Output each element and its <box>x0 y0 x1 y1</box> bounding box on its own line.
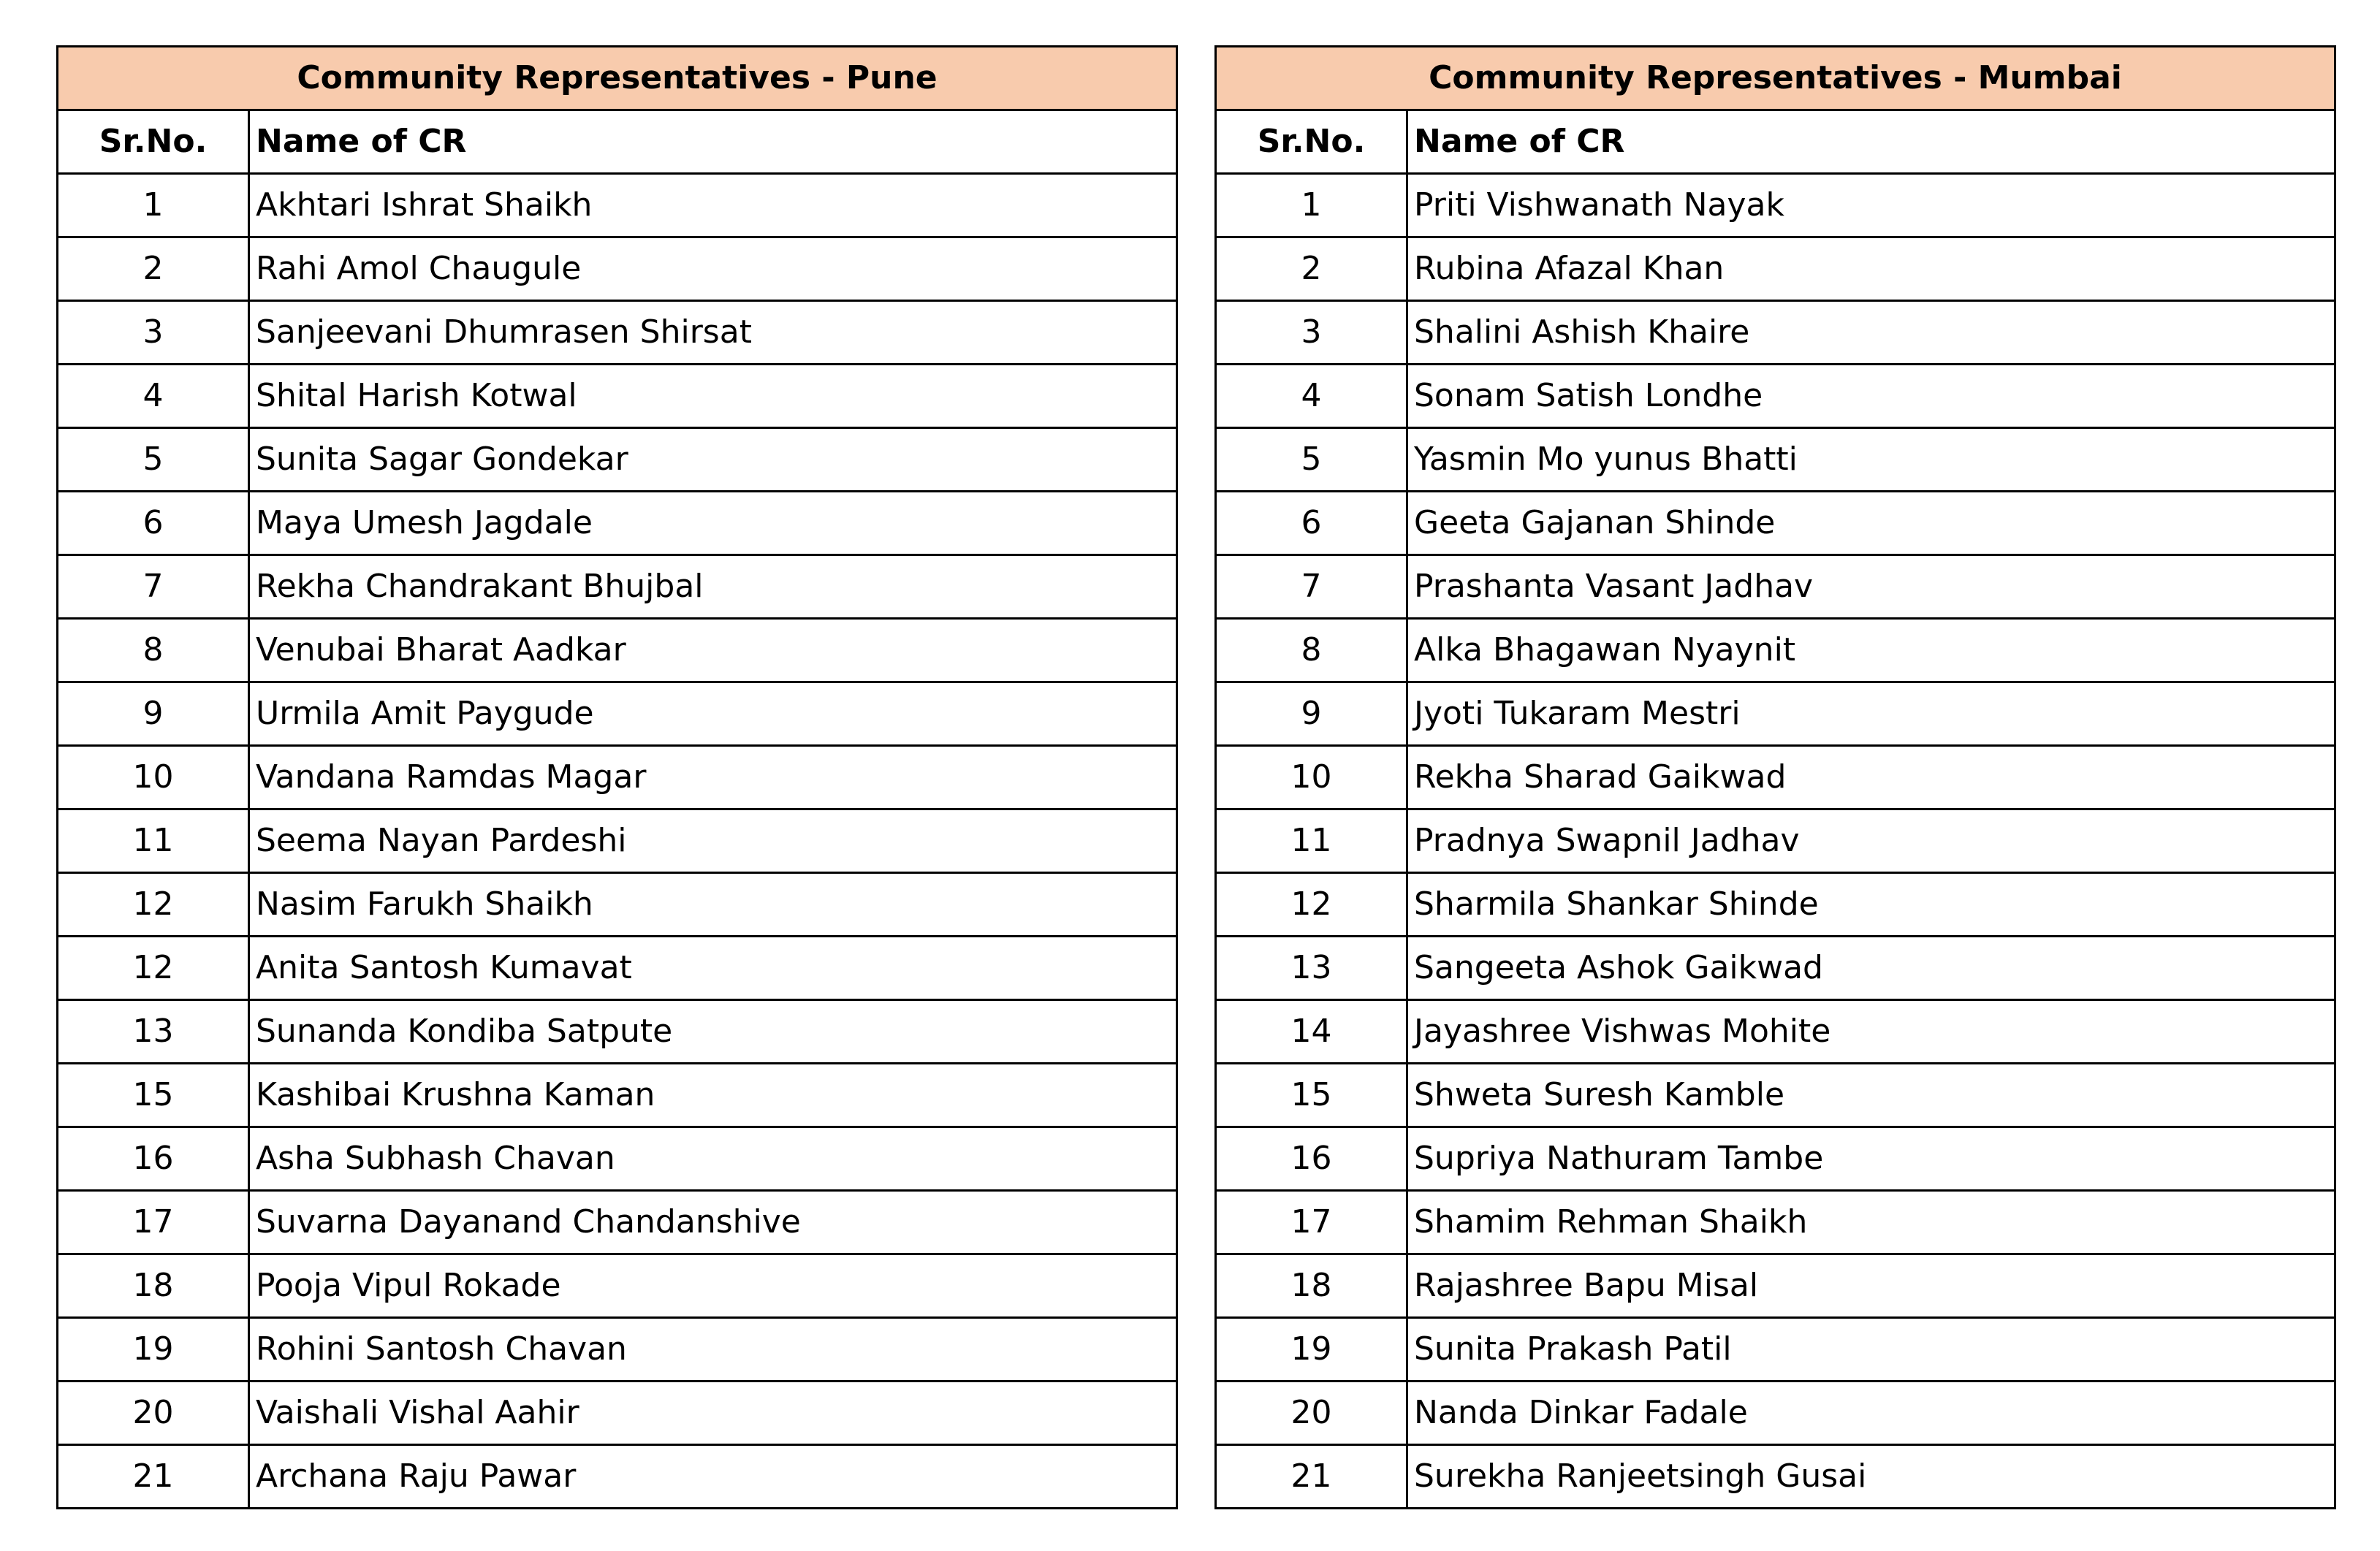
table-row <box>58 1127 1177 1191</box>
cr-name-cell: Sharmila Shankar Shinde <box>1407 873 2335 937</box>
sr-no-cell: 18 <box>1216 1254 1407 1318</box>
cr-name-cell: Shalini Ashish Khaire <box>1407 301 2335 365</box>
cr-name-cell: Rahi Amol Chaugule <box>249 237 1177 301</box>
sr-no-cell: 4 <box>1216 365 1407 428</box>
cr-name-cell: Vandana Ramdas Magar <box>249 746 1177 809</box>
pune-cr-table <box>56 45 1178 1509</box>
table-row <box>1216 555 2335 619</box>
table-row <box>58 237 1177 301</box>
cr-name-cell: Seema Nayan Pardeshi <box>249 809 1177 873</box>
sr-no-cell: 16 <box>58 1127 249 1191</box>
sr-no-cell: 16 <box>1216 1127 1407 1191</box>
table-row <box>58 555 1177 619</box>
table-row <box>58 619 1177 682</box>
sr-no-cell: 19 <box>58 1318 249 1382</box>
table-row <box>58 809 1177 873</box>
pune-table-title: Community Representatives - Pune <box>58 47 1177 110</box>
cr-name-cell: Rohini Santosh Chavan <box>249 1318 1177 1382</box>
table-row <box>58 1445 1177 1509</box>
cr-name-cell: Supriya Nathuram Tambe <box>1407 1127 2335 1191</box>
table-row <box>1216 237 2335 301</box>
sr-no-cell: 3 <box>1216 301 1407 365</box>
sr-no-cell: 10 <box>1216 746 1407 809</box>
table-row <box>58 365 1177 428</box>
sr-no-cell: 21 <box>1216 1445 1407 1509</box>
cr-name-cell: Rubina Afazal Khan <box>1407 237 2335 301</box>
cr-name-cell: Surekha Ranjeetsingh Gusai <box>1407 1445 2335 1509</box>
table-row <box>1216 1191 2335 1254</box>
sr-no-cell: 8 <box>1216 619 1407 682</box>
table-row <box>1216 937 2335 1000</box>
cr-name-cell: Urmila Amit Paygude <box>249 682 1177 746</box>
cr-name-cell: Sonam Satish Londhe <box>1407 365 2335 428</box>
sr-no-cell: 17 <box>58 1191 249 1254</box>
table-row <box>1216 301 2335 365</box>
sr-no-cell: 7 <box>1216 555 1407 619</box>
mumbai-title-row <box>1216 47 2335 110</box>
sr-no-cell: 1 <box>1216 174 1407 237</box>
table-row <box>1216 619 2335 682</box>
sr-no-cell: 12 <box>58 937 249 1000</box>
cr-name-cell: Sunanda Kondiba Satpute <box>249 1000 1177 1064</box>
cr-name-cell: Shamim Rehman Shaikh <box>1407 1191 2335 1254</box>
pune-header-row <box>58 110 1177 174</box>
sr-no-cell: 9 <box>58 682 249 746</box>
sr-no-cell: 4 <box>58 365 249 428</box>
mumbai-table-title: Community Representatives - Mumbai <box>1216 47 2335 110</box>
table-row <box>58 1318 1177 1382</box>
table-row <box>1216 428 2335 492</box>
sr-no-cell: 20 <box>58 1382 249 1445</box>
sr-no-cell: 18 <box>58 1254 249 1318</box>
cr-name-cell: Rajashree Bapu Misal <box>1407 1254 2335 1318</box>
table-row <box>1216 1064 2335 1127</box>
sr-no-cell: 13 <box>58 1000 249 1064</box>
cr-name-cell: Yasmin Mo yunus Bhatti <box>1407 428 2335 492</box>
sr-no-cell: 2 <box>58 237 249 301</box>
cr-name-cell: Priti Vishwanath Nayak <box>1407 174 2335 237</box>
table-row <box>1216 746 2335 809</box>
table-row <box>58 1064 1177 1127</box>
cr-name-cell: Geeta Gajanan Shinde <box>1407 492 2335 555</box>
cr-name-cell: Archana Raju Pawar <box>249 1445 1177 1509</box>
cr-name-cell: Shweta Suresh Kamble <box>1407 1064 2335 1127</box>
pune-srno-header: Sr.No. <box>58 110 249 174</box>
sr-no-cell: 11 <box>58 809 249 873</box>
cr-name-cell: Anita Santosh Kumavat <box>249 937 1177 1000</box>
table-row <box>58 873 1177 937</box>
pune-table-body <box>58 47 1177 1509</box>
cr-name-cell: Sunita Prakash Patil <box>1407 1318 2335 1382</box>
cr-name-cell: Sanjeevani Dhumrasen Shirsat <box>249 301 1177 365</box>
cr-name-cell: Shital Harish Kotwal <box>249 365 1177 428</box>
table-row <box>58 1191 1177 1254</box>
table-row <box>58 301 1177 365</box>
cr-name-cell: Jyoti Tukaram Mestri <box>1407 682 2335 746</box>
pune-name-header: Name of CR <box>249 110 1177 174</box>
table-row <box>1216 873 2335 937</box>
cr-name-cell: Prashanta Vasant Jadhav <box>1407 555 2335 619</box>
table-row <box>58 937 1177 1000</box>
sr-no-cell: 6 <box>1216 492 1407 555</box>
cr-name-cell: Jayashree Vishwas Mohite <box>1407 1000 2335 1064</box>
table-row <box>58 1382 1177 1445</box>
table-row <box>1216 1000 2335 1064</box>
sr-no-cell: 6 <box>58 492 249 555</box>
cr-name-cell: Alka Bhagawan Nyaynit <box>1407 619 2335 682</box>
sr-no-cell: 12 <box>58 873 249 937</box>
sr-no-cell: 10 <box>58 746 249 809</box>
cr-name-cell: Kashibai Krushna Kaman <box>249 1064 1177 1127</box>
table-row <box>1216 1127 2335 1191</box>
cr-name-cell: Asha Subhash Chavan <box>249 1127 1177 1191</box>
table-row <box>1216 1254 2335 1318</box>
sr-no-cell: 14 <box>1216 1000 1407 1064</box>
sr-no-cell: 15 <box>58 1064 249 1127</box>
table-row <box>58 174 1177 237</box>
sr-no-cell: 21 <box>58 1445 249 1509</box>
pune-title-row <box>58 47 1177 110</box>
table-row <box>1216 1318 2335 1382</box>
table-row <box>58 746 1177 809</box>
sr-no-cell: 20 <box>1216 1382 1407 1445</box>
sr-no-cell: 3 <box>58 301 249 365</box>
cr-name-cell: Nasim Farukh Shaikh <box>249 873 1177 937</box>
mumbai-srno-header: Sr.No. <box>1216 110 1407 174</box>
cr-name-cell: Sunita Sagar Gondekar <box>249 428 1177 492</box>
mumbai-table-body <box>1216 47 2335 1509</box>
sr-no-cell: 8 <box>58 619 249 682</box>
mumbai-header-row <box>1216 110 2335 174</box>
sr-no-cell: 7 <box>58 555 249 619</box>
table-row <box>1216 365 2335 428</box>
table-row <box>58 492 1177 555</box>
sr-no-cell: 15 <box>1216 1064 1407 1127</box>
sr-no-cell: 19 <box>1216 1318 1407 1382</box>
sr-no-cell: 9 <box>1216 682 1407 746</box>
sr-no-cell: 13 <box>1216 937 1407 1000</box>
table-row <box>1216 492 2335 555</box>
sr-no-cell: 2 <box>1216 237 1407 301</box>
cr-name-cell: Vaishali Vishal Aahir <box>249 1382 1177 1445</box>
cr-name-cell: Suvarna Dayanand Chandanshive <box>249 1191 1177 1254</box>
sr-no-cell: 12 <box>1216 873 1407 937</box>
table-row <box>58 1000 1177 1064</box>
cr-name-cell: Rekha Chandrakant Bhujbal <box>249 555 1177 619</box>
table-row <box>58 428 1177 492</box>
table-row <box>1216 809 2335 873</box>
sr-no-cell: 1 <box>58 174 249 237</box>
table-row <box>1216 1445 2335 1509</box>
mumbai-cr-table <box>1214 45 2336 1509</box>
sr-no-cell: 5 <box>1216 428 1407 492</box>
sr-no-cell: 11 <box>1216 809 1407 873</box>
cr-name-cell: Rekha Sharad Gaikwad <box>1407 746 2335 809</box>
cr-name-cell: Akhtari Ishrat Shaikh <box>249 174 1177 237</box>
table-row <box>58 682 1177 746</box>
sr-no-cell: 17 <box>1216 1191 1407 1254</box>
cr-name-cell: Pradnya Swapnil Jadhav <box>1407 809 2335 873</box>
cr-name-cell: Sangeeta Ashok Gaikwad <box>1407 937 2335 1000</box>
mumbai-name-header: Name of CR <box>1407 110 2335 174</box>
table-row <box>1216 682 2335 746</box>
cr-name-cell: Nanda Dinkar Fadale <box>1407 1382 2335 1445</box>
cr-name-cell: Pooja Vipul Rokade <box>249 1254 1177 1318</box>
table-row <box>1216 174 2335 237</box>
table-row <box>1216 1382 2335 1445</box>
cr-name-cell: Maya Umesh Jagdale <box>249 492 1177 555</box>
cr-name-cell: Venubai Bharat Aadkar <box>249 619 1177 682</box>
sr-no-cell: 5 <box>58 428 249 492</box>
table-row <box>58 1254 1177 1318</box>
